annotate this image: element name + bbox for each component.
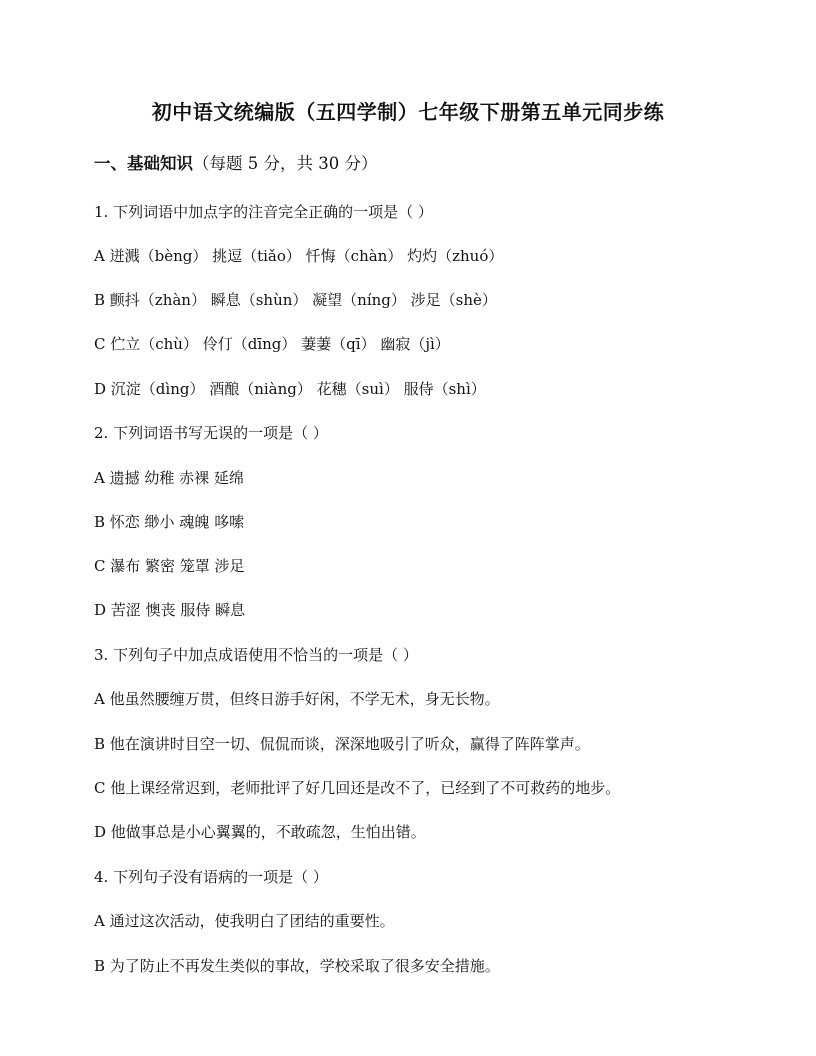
question-2-option-d: D 苦涩 懊丧 服侍 瞬息: [94, 601, 246, 619]
document-title: 初中语文统编版（五四学制）七年级下册第五单元同步练: [151, 100, 665, 124]
question-2-option-a: A 遗撼 幼稚 赤裸 延绵: [94, 469, 244, 487]
section-heading: [94, 150, 377, 174]
section-heading-label: 一、基础知识: [94, 154, 193, 173]
question-4-option-b: B 为了防止不再发生类似的事故，学校采取了很多安全措施。: [94, 957, 500, 975]
question-3-option-a: A 他虽然腰缠万贯，但终日游手好闲，不学无术，身无长物。: [94, 690, 500, 708]
section-score-note: （每题 5 分，共 30 分）: [193, 154, 378, 173]
question-2-option-c: C 瀑布 繁密 笼罩 涉足: [94, 557, 245, 575]
question-1-option-a: A 迸溅（bèng） 挑逗（tiǎo） 忏悔（chàn） 灼灼（zhuó）: [94, 247, 504, 265]
question-3-option-d: D 他做事总是小心翼翼的，不敢疏忽，生怕出错。: [94, 823, 426, 841]
question-1-option-d: D 沉淀（dìng） 酒酿（niàng） 花穗（suì） 服侍（shì）: [94, 380, 486, 398]
question-3-stem: 3. 下列句子中加点成语使用不恰当的一项是（ ）: [94, 646, 418, 664]
question-2-stem: 2. 下列词语书写无误的一项是（ ）: [94, 424, 328, 442]
question-3-option-c: C 他上课经常迟到，老师批评了好几回还是改不了，已经到了不可救药的地步。: [94, 779, 621, 797]
question-1-stem: 1. 下列词语中加点字的注音完全正确的一项是（ ）: [94, 203, 433, 221]
question-3-option-b: B 他在演讲时目空一切、侃侃而谈，深深地吸引了听众，赢得了阵阵掌声。: [94, 735, 590, 753]
question-1-option-c: C 伫立（chù） 伶仃（dīng） 萋萋（qī） 幽寂（jì）: [94, 335, 450, 353]
question-4-option-a: A 通过这次活动，使我明白了团结的重要性。: [94, 912, 395, 930]
question-2-option-b: B 怀恋 缈小 魂魄 哆嗦: [94, 513, 245, 531]
question-4-stem: 4. 下列句子没有语病的一项是（ ）: [94, 868, 328, 886]
question-1-option-b: B 颤抖（zhàn） 瞬息（shùn） 凝望（níng） 涉足（shè）: [94, 291, 497, 309]
